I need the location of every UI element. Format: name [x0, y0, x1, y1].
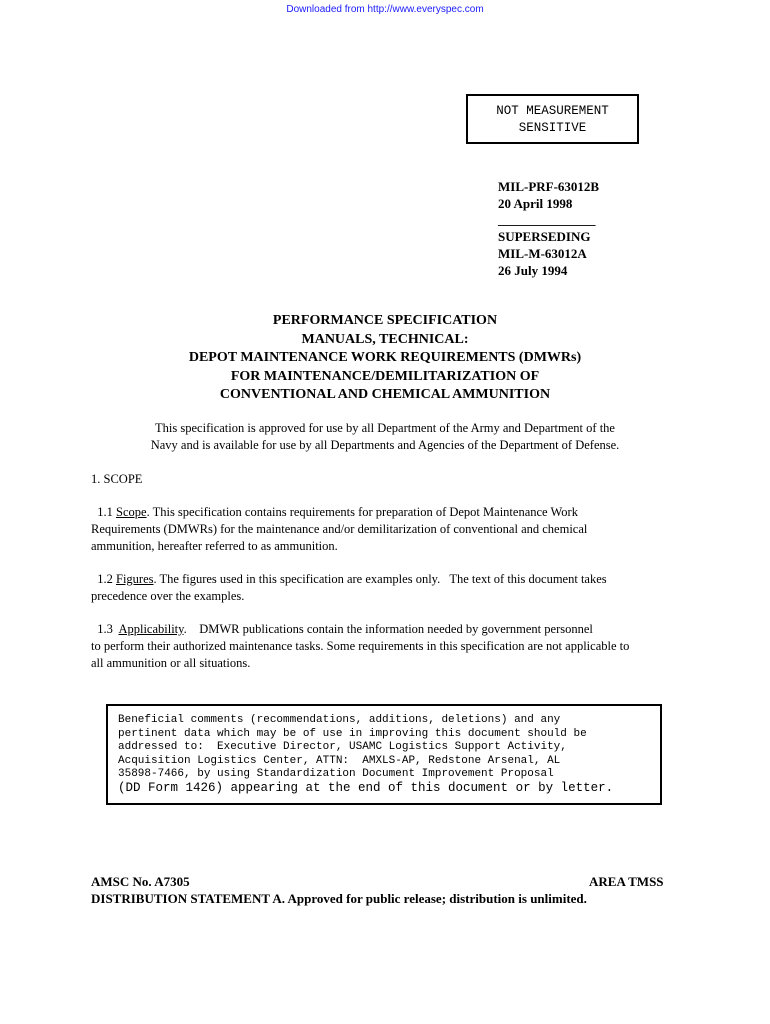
paragraph-text: . DMWR publications contain the information needed by government personnel	[183, 622, 593, 636]
paragraph-text: . This specification contains requirements for preparation of Depot Maintenance Work	[146, 505, 578, 519]
title-line: DEPOT MAINTENANCE WORK REQUIREMENTS (DMWRs)	[188, 350, 582, 365]
comment-line: Beneficial comments (recommendations, additions, deletions) and any	[118, 714, 561, 726]
document-title	[0, 312, 770, 405]
separator-rule: _______________	[498, 212, 596, 227]
title-line: FOR MAINTENANCE/DEMILITARIZATION OF	[230, 368, 540, 384]
comment-line: addressed to: Executive Director, USAMC Logistics Support Activity,	[118, 741, 567, 753]
title-line: CONVENTIONAL AND CHEMICAL AMMUNITION	[219, 387, 551, 402]
title-line: MANUALS, TECHNICAL:	[301, 331, 469, 347]
download-source-banner[interactable]: Downloaded from http://www.everyspec.com	[286, 4, 484, 15]
superseded-date: 26 July 1994	[498, 263, 568, 278]
paragraph-number: 1.2	[97, 572, 113, 586]
comment-line: Acquisition Logistics Center, ATTN: AMXLS-AP, Redstone Arsenal, AL	[118, 754, 561, 767]
area-code: AREA TMSS	[589, 874, 664, 889]
paragraph-line: all ammunition or all situations.	[91, 656, 251, 670]
not-measurement-sensitive-box	[466, 94, 639, 144]
paragraph-1-1	[91, 504, 681, 555]
footer-block	[91, 873, 587, 907]
comment-line: 35898-7466, by using Standardization Document Improvement Proposal	[118, 768, 554, 780]
document-date: 20 April 1998	[498, 196, 573, 211]
paragraph-1-2	[91, 571, 681, 605]
approval-statement	[0, 420, 770, 454]
paragraph-text: . The figures used in this specification are examples only. The text of this document takes	[153, 572, 607, 586]
amsc-number: AMSC No. A7305	[91, 874, 190, 889]
paragraph-line: Requirements (DMWRs) for the maintenance and/or demilitarization of conventional and chemical	[91, 522, 588, 536]
paragraph-line: precedence over the examples.	[91, 589, 245, 603]
comment-line-last: (DD Form 1426) appearing at the end of this document or by letter.	[118, 780, 614, 795]
paragraph-first-line	[91, 571, 681, 588]
document-identification	[498, 178, 599, 279]
measurement-line-1: NOT MEASUREMENT	[496, 104, 609, 118]
superseding-label: SUPERSEDING	[498, 229, 591, 244]
paragraph-title: Figures	[116, 572, 154, 586]
approval-line: This specification is approved for use by all Department of the Army and Department of the	[155, 421, 615, 435]
paragraph-number: 1.3	[97, 622, 113, 636]
comment-line: pertinent data which may be of use in improving this document should be	[118, 727, 587, 740]
document-number: MIL-PRF-63012B	[498, 179, 600, 194]
paragraph-title: Applicability	[118, 622, 184, 636]
paragraph-title: Scope	[116, 505, 147, 519]
comments-address-box	[106, 704, 662, 805]
paragraph-line: ammunition, hereafter referred to as ammunition.	[91, 539, 338, 553]
distribution-statement: DISTRIBUTION STATEMENT A. Approved for public release; distribution is unlimited.	[91, 891, 587, 906]
paragraph-first-line	[91, 504, 681, 521]
paragraph-line: to perform their authorized maintenance tasks. Some requirements in this specification are not applicable to	[91, 639, 630, 653]
paragraph-1-3	[91, 621, 681, 672]
title-line: PERFORMANCE SPECIFICATION	[272, 313, 498, 328]
superseded-number: MIL-M-63012A	[498, 246, 587, 261]
paragraph-first-line	[91, 621, 681, 638]
measurement-line-2: SENSITIVE	[518, 121, 587, 135]
paragraph-number: 1.1	[97, 505, 113, 519]
approval-line: Navy and is available for use by all Departments and Agencies of the Department of Defense.	[150, 438, 620, 452]
section-heading-scope: 1. SCOPE	[91, 472, 143, 486]
